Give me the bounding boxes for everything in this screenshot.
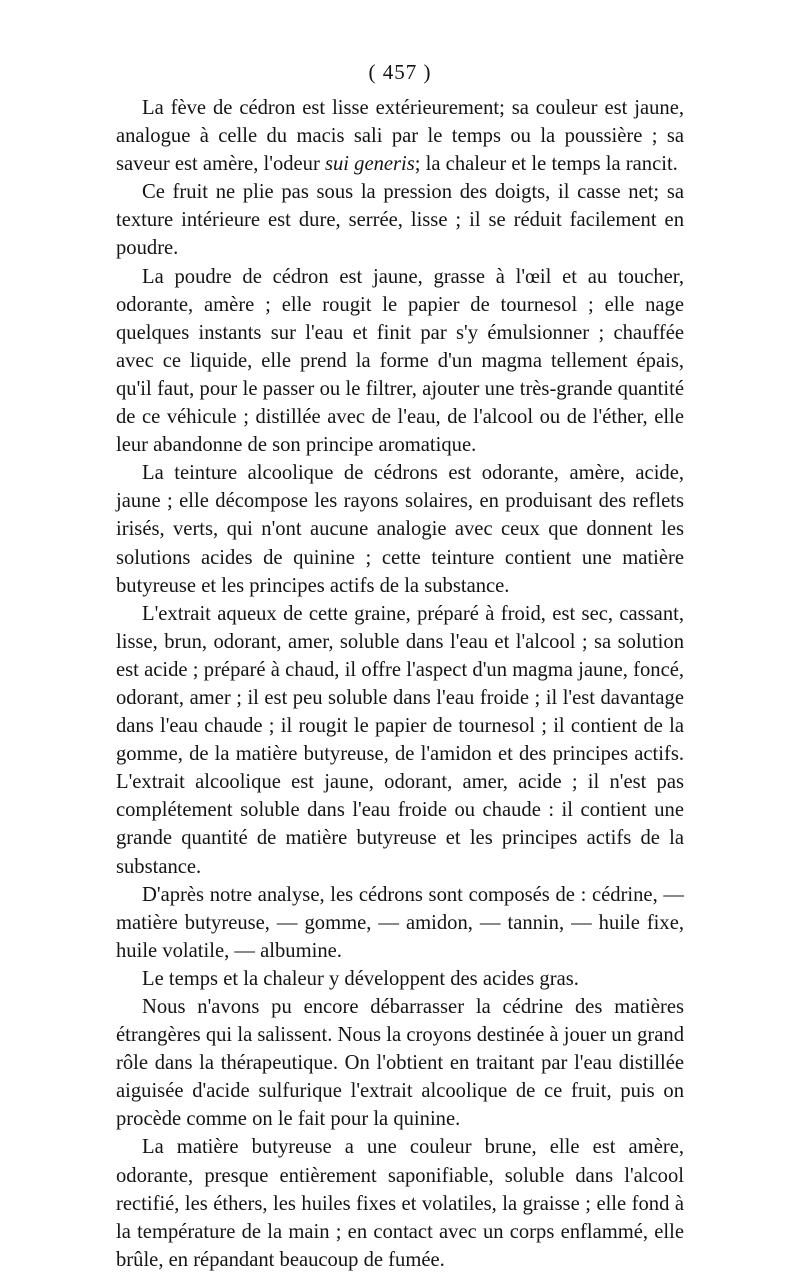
paragraph-5: L'extrait aqueux de cette graine, préparé à froid, est sec, cassant, lisse, brun, odorant, amer, soluble dans l'eau et l'alcool ; sa solution est acide ; préparé à chaud, il offre l'aspect d'un magma jaune, foncé, odorant, amer ; il est peu soluble dans l'eau froide ; il l'est davantage dans l'eau chaude ; il rougit le papier de tournesol ; il contient de la gomme, de la matière butyreuse, de l'amidon et des principes actifs. L'extrait alcoolique est jaune, odorant, amer, acide ; il n'est pas complétement soluble dans l'eau froide ou chaude : il contient une grande quantité de matière butyreuse et les principes actifs de la substance. bbox=[116, 602, 684, 878]
paragraph-1-text-start: La fève de cédron est lisse extérieurement; sa couleur est jaune, analogue à celle du macis sali par le temps ou la poussière ; sa saveur est amère, l'odeur bbox=[116, 97, 684, 176]
paragraph-2: Ce fruit ne plie pas sous la pression des doigts, il casse net; sa texture intérieure est dure, serrée, lisse ; il se réduit facilement en poudre. bbox=[116, 181, 684, 260]
page-number: ( 457 ) bbox=[368, 60, 432, 84]
paragraph-8: Nous n'avons pu encore débarrasser la cédrine des matières étrangères qui la salissent. Nous la croyons destinée à jouer un grand rôle dans la thérapeutique. On l'obtient en traitant par l'eau distillée aiguisée d'acide sulfurique l'extrait alcoolique de ce fruit, puis on procède comme on le fait pour la quinine. bbox=[116, 996, 684, 1131]
body-text bbox=[116, 94, 684, 1274]
paragraph-1-italic: sui generis bbox=[324, 153, 415, 176]
paragraph-4: La teinture alcoolique de cédrons est odorante, amère, acide, jaune ; elle décompose les rayons solaires, en produisant des reflets irisés, verts, qui n'ont aucune analogie avec ceux que donnent les solutions acides de quinine ; cette teinture contient une matière butyreuse et les principes actifs de la substance. bbox=[116, 462, 684, 597]
paragraph-1 bbox=[116, 94, 684, 178]
paragraph-6: D'après notre analyse, les cédrons sont composés de : cédrine, — matière butyreuse, — gomme, — amidon, — tannin, — huile fixe, huile volatile, — albumine. bbox=[116, 883, 684, 962]
paragraph-7: Le temps et la chaleur y développent des acides gras. bbox=[142, 967, 579, 990]
paragraph-9: La matière butyreuse a une couleur brune, elle est amère, odorante, presque entièrement saponifiable, soluble dans l'alcool rectifié, les éthers, les huiles fixes et volatiles, la graisse ; elle fond à la température de la main ; en contact avec un corps enflammé, elle brûle, en répandant beaucoup de fumée. bbox=[116, 1136, 684, 1271]
paragraph-3: La poudre de cédron est jaune, grasse à l'œil et au toucher, odorante, amère ; elle rougit le papier de tournesol ; elle nage quelques instants sur l'eau et finit par s'y émulsionner ; chauffée avec ce liquide, elle prend la forme d'un magma tellement épais, qu'il faut, pour le passer ou le filtrer, ajouter une très-grande quantité de ce véhicule ; distillée avec de l'eau, de l'alcool ou de l'éther, elle leur abandonne de son principe aromatique. bbox=[116, 265, 684, 457]
paragraph-1-text-end: ; la chaleur et le temps la rancit. bbox=[414, 153, 678, 176]
